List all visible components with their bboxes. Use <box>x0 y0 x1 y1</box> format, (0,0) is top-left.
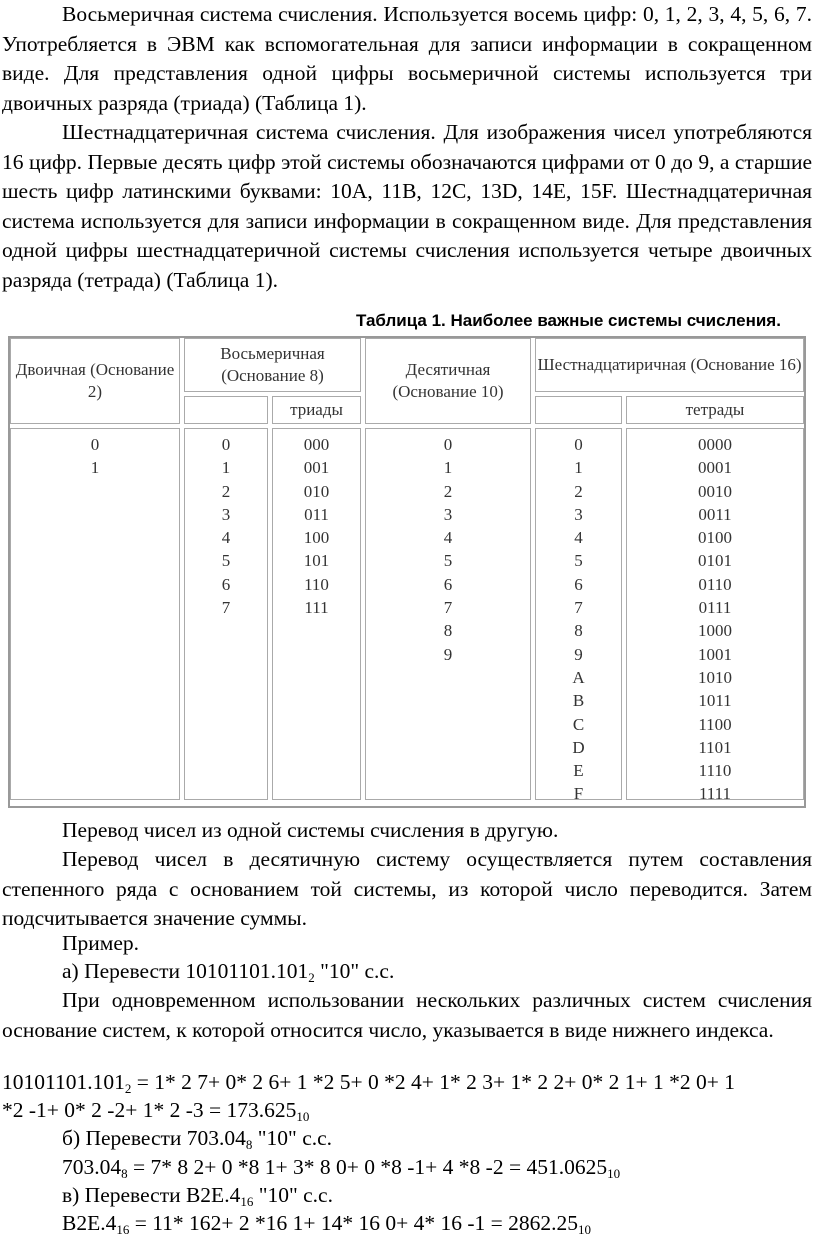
table-cell: 1000 <box>698 621 732 641</box>
example-b-terms: = 7* 8 2+ 0 *8 1+ 3* 8 0+ 0 *8 -1+ 4 *8 -2 = 451.0625 <box>127 1155 608 1179</box>
table-cell: 7 <box>443 598 453 618</box>
table-cell: 3 <box>443 504 453 524</box>
example-b-label-text: б) Перевести 703.04 <box>62 1126 246 1150</box>
subscript-note: При одновременном использовании нескольких различных систем счисления основание систем, к которой относится число, указывается в виде нижнего индекса. <box>2 988 812 1042</box>
table-cell: 7 <box>221 598 231 618</box>
table-cell: 6 <box>443 574 453 594</box>
table-cell: 0001 <box>698 458 732 478</box>
table-cell: 6 <box>574 574 583 594</box>
paragraph-octal: Восьмеричная система счисления. Используется восемь цифр: 0, 1, 2, 3, 4, 5, 6, 7. Употребляется в ЭВМ как вспомогательная для записи информации в сокращенном виде. Для представления одной цифры восьмеричной системы используется три двоичных разряда (триада) (Таблица 1). <box>2 2 812 115</box>
column-decimal <box>365 428 531 800</box>
table-cell: 0 <box>574 435 583 454</box>
table-cell: 5 <box>221 551 231 571</box>
example-b-label-tail: "10" с.с. <box>252 1126 333 1150</box>
example-b-label-base: 8 <box>245 1137 253 1152</box>
column-octal <box>184 428 268 800</box>
table-cell: 011 <box>304 504 329 524</box>
example-b-label <box>62 1124 332 1154</box>
table-cell: 9 <box>443 644 453 664</box>
example-c-terms: 2+ 2 *16 1+ 14* 16 0+ 4* 16 -1 = 2862.25 <box>210 1211 578 1235</box>
example-c-first-term: = 11* 16 <box>129 1211 211 1235</box>
table-cell: 000 <box>303 435 330 454</box>
example-heading: Пример. <box>62 931 140 955</box>
column-triads-values <box>273 429 360 619</box>
table-cell: 8 <box>574 621 583 641</box>
table-cell: D <box>572 737 585 757</box>
example-a-label-base: 2 <box>308 970 315 985</box>
column-hex <box>535 428 622 804</box>
number-systems-table <box>8 336 806 808</box>
table-cell: 0000 <box>698 435 732 454</box>
table-cell: 1011 <box>698 691 732 711</box>
table-cell: 1 <box>221 458 231 478</box>
header-octal: Восьмеричная (Основание 8) <box>184 338 361 392</box>
table-title: Таблица 1. Наиболее важные системы счисления. <box>356 311 781 330</box>
table-cell: 5 <box>443 551 453 571</box>
table-cell: B <box>572 691 585 711</box>
example-a-equation-2-text: *2 -1+ 0* 2 -2+ 1* 2 -3 = 173.625 <box>2 1098 297 1122</box>
table-cell: 101 <box>303 551 330 571</box>
table-cell: 010 <box>303 481 330 501</box>
table-cell: 1111 <box>698 784 732 804</box>
table-cell: 0100 <box>698 528 732 548</box>
table-cell: 5 <box>574 551 583 571</box>
table-cell: 1100 <box>698 714 732 734</box>
example-a-terms: 7+ 0* 2 6+ 1 *2 5+ 0 *2 4+ 1* 2 3+ 1* 2 2+ 0* 2 1+ 1 *2 0+ 1 <box>197 1070 735 1094</box>
header-binary: Двоичная (Основание 2) <box>10 338 180 424</box>
column-octal-values <box>185 429 267 619</box>
table-cell: 4 <box>574 528 583 548</box>
table-cell: 4 <box>221 528 231 548</box>
example-a-label-text: а) Перевести 10101101.101 <box>62 959 309 983</box>
table-cell: 2 <box>574 481 583 501</box>
column-hex-values <box>536 429 621 806</box>
column-binary <box>10 428 180 800</box>
example-a-label <box>62 957 394 987</box>
example-b-equation <box>62 1153 620 1183</box>
table-cell: 8 <box>443 621 453 641</box>
transfer-heading: Перевод чисел из одной системы счисления в другую. <box>62 818 559 842</box>
example-b-number-base: 8 <box>121 1166 128 1181</box>
example-b-number: 703.04 <box>62 1155 122 1179</box>
example-b-result-base: 10 <box>607 1166 621 1181</box>
column-tetrads-values <box>627 429 803 806</box>
table-cell: 1110 <box>698 761 732 781</box>
example-a-equation-1 <box>2 1068 735 1098</box>
table-cell: 0011 <box>698 504 732 524</box>
table-cell: 100 <box>303 528 330 548</box>
example-a-number: 10101101.101 <box>2 1070 125 1094</box>
column-decimal-values <box>366 429 530 666</box>
example-c-result-base: 10 <box>577 1222 591 1237</box>
table-cell: 0110 <box>698 574 732 594</box>
table-cell: A <box>572 667 585 687</box>
header-hex: Шестнадцатиричная (Основание 16) <box>535 338 804 392</box>
table-cell: 110 <box>304 574 329 594</box>
table-cell: C <box>572 714 585 734</box>
example-c-number: B2E.4 <box>62 1211 117 1235</box>
example-c-label <box>62 1181 333 1211</box>
example-a-label-tail: "10" с.с. <box>314 959 395 983</box>
example-a-equation-2 <box>2 1096 309 1126</box>
table-cell: 7 <box>574 598 583 618</box>
column-binary-values <box>11 429 179 480</box>
table-cell: 1 <box>90 458 100 478</box>
table-cell: 0 <box>443 435 453 454</box>
example-a-first-term: = 1* 2 <box>131 1070 198 1094</box>
table-cell: 1101 <box>698 737 732 757</box>
table-cell: 1010 <box>698 667 732 687</box>
header-triads: триады <box>272 396 361 424</box>
table-cell: 0111 <box>698 598 732 618</box>
header-tetrads: тетрады <box>626 396 804 424</box>
table-cell: 3 <box>221 504 231 524</box>
column-tetrads <box>626 428 804 804</box>
table-cell: 0010 <box>698 481 732 501</box>
header-decimal: Десятичная (Основание 10) <box>365 338 531 424</box>
table-cell: 001 <box>303 458 330 478</box>
table-cell: E <box>573 761 584 781</box>
example-c-label-tail: "10" с.с. <box>253 1183 333 1207</box>
table-cell: 0 <box>90 435 100 454</box>
table-cell: 111 <box>304 598 329 618</box>
table-cell: F <box>573 784 584 804</box>
example-c-equation <box>62 1209 591 1239</box>
example-a-number-base: 2 <box>124 1081 132 1096</box>
example-c-label-base: 16 <box>240 1194 254 1209</box>
table-cell: 9 <box>574 644 583 664</box>
table-cell: 1 <box>443 458 453 478</box>
header-octal-empty <box>184 396 268 424</box>
table-cell: 2 <box>221 481 231 501</box>
table-cell: 4 <box>443 528 453 548</box>
column-triads <box>272 428 361 800</box>
table-cell: 1 <box>574 458 583 478</box>
example-c-number-base: 16 <box>116 1222 130 1237</box>
table-cell: 6 <box>221 574 231 594</box>
table-cell: 0 <box>221 435 231 454</box>
example-a-result-base: 10 <box>296 1109 310 1124</box>
table-cell: 0101 <box>698 551 732 571</box>
table-cell: 1001 <box>698 644 732 664</box>
example-c-label-text: в) Перевести B2E.4 <box>62 1183 241 1207</box>
transfer-description: Перевод чисел в десятичную систему осуществляется путем составления степенного ряда с основанием той системы, из которой число переводится. Затем подсчитывается значение суммы. <box>2 847 812 930</box>
paragraph-hex: Шестнадцатеричная система счисления. Для изображения чисел употребляются 16 цифр. Первые десять цифр этой системы обозначаются цифрами от 0 до 9, а старшие шесть цифр латинскими буквами: 10A, 11B, 12C, 13D, 14E, 15F. Шестнадцатеричная система используется для записи информации в сокращенном виде. Для представления одной цифры шестнадцатеричной системы счисления используется четыре двоичных разряда (тетрада) (Таблица 1). <box>2 120 812 292</box>
header-hex-empty <box>535 396 622 424</box>
table-cell: 2 <box>443 481 453 501</box>
table-cell: 3 <box>574 504 583 524</box>
